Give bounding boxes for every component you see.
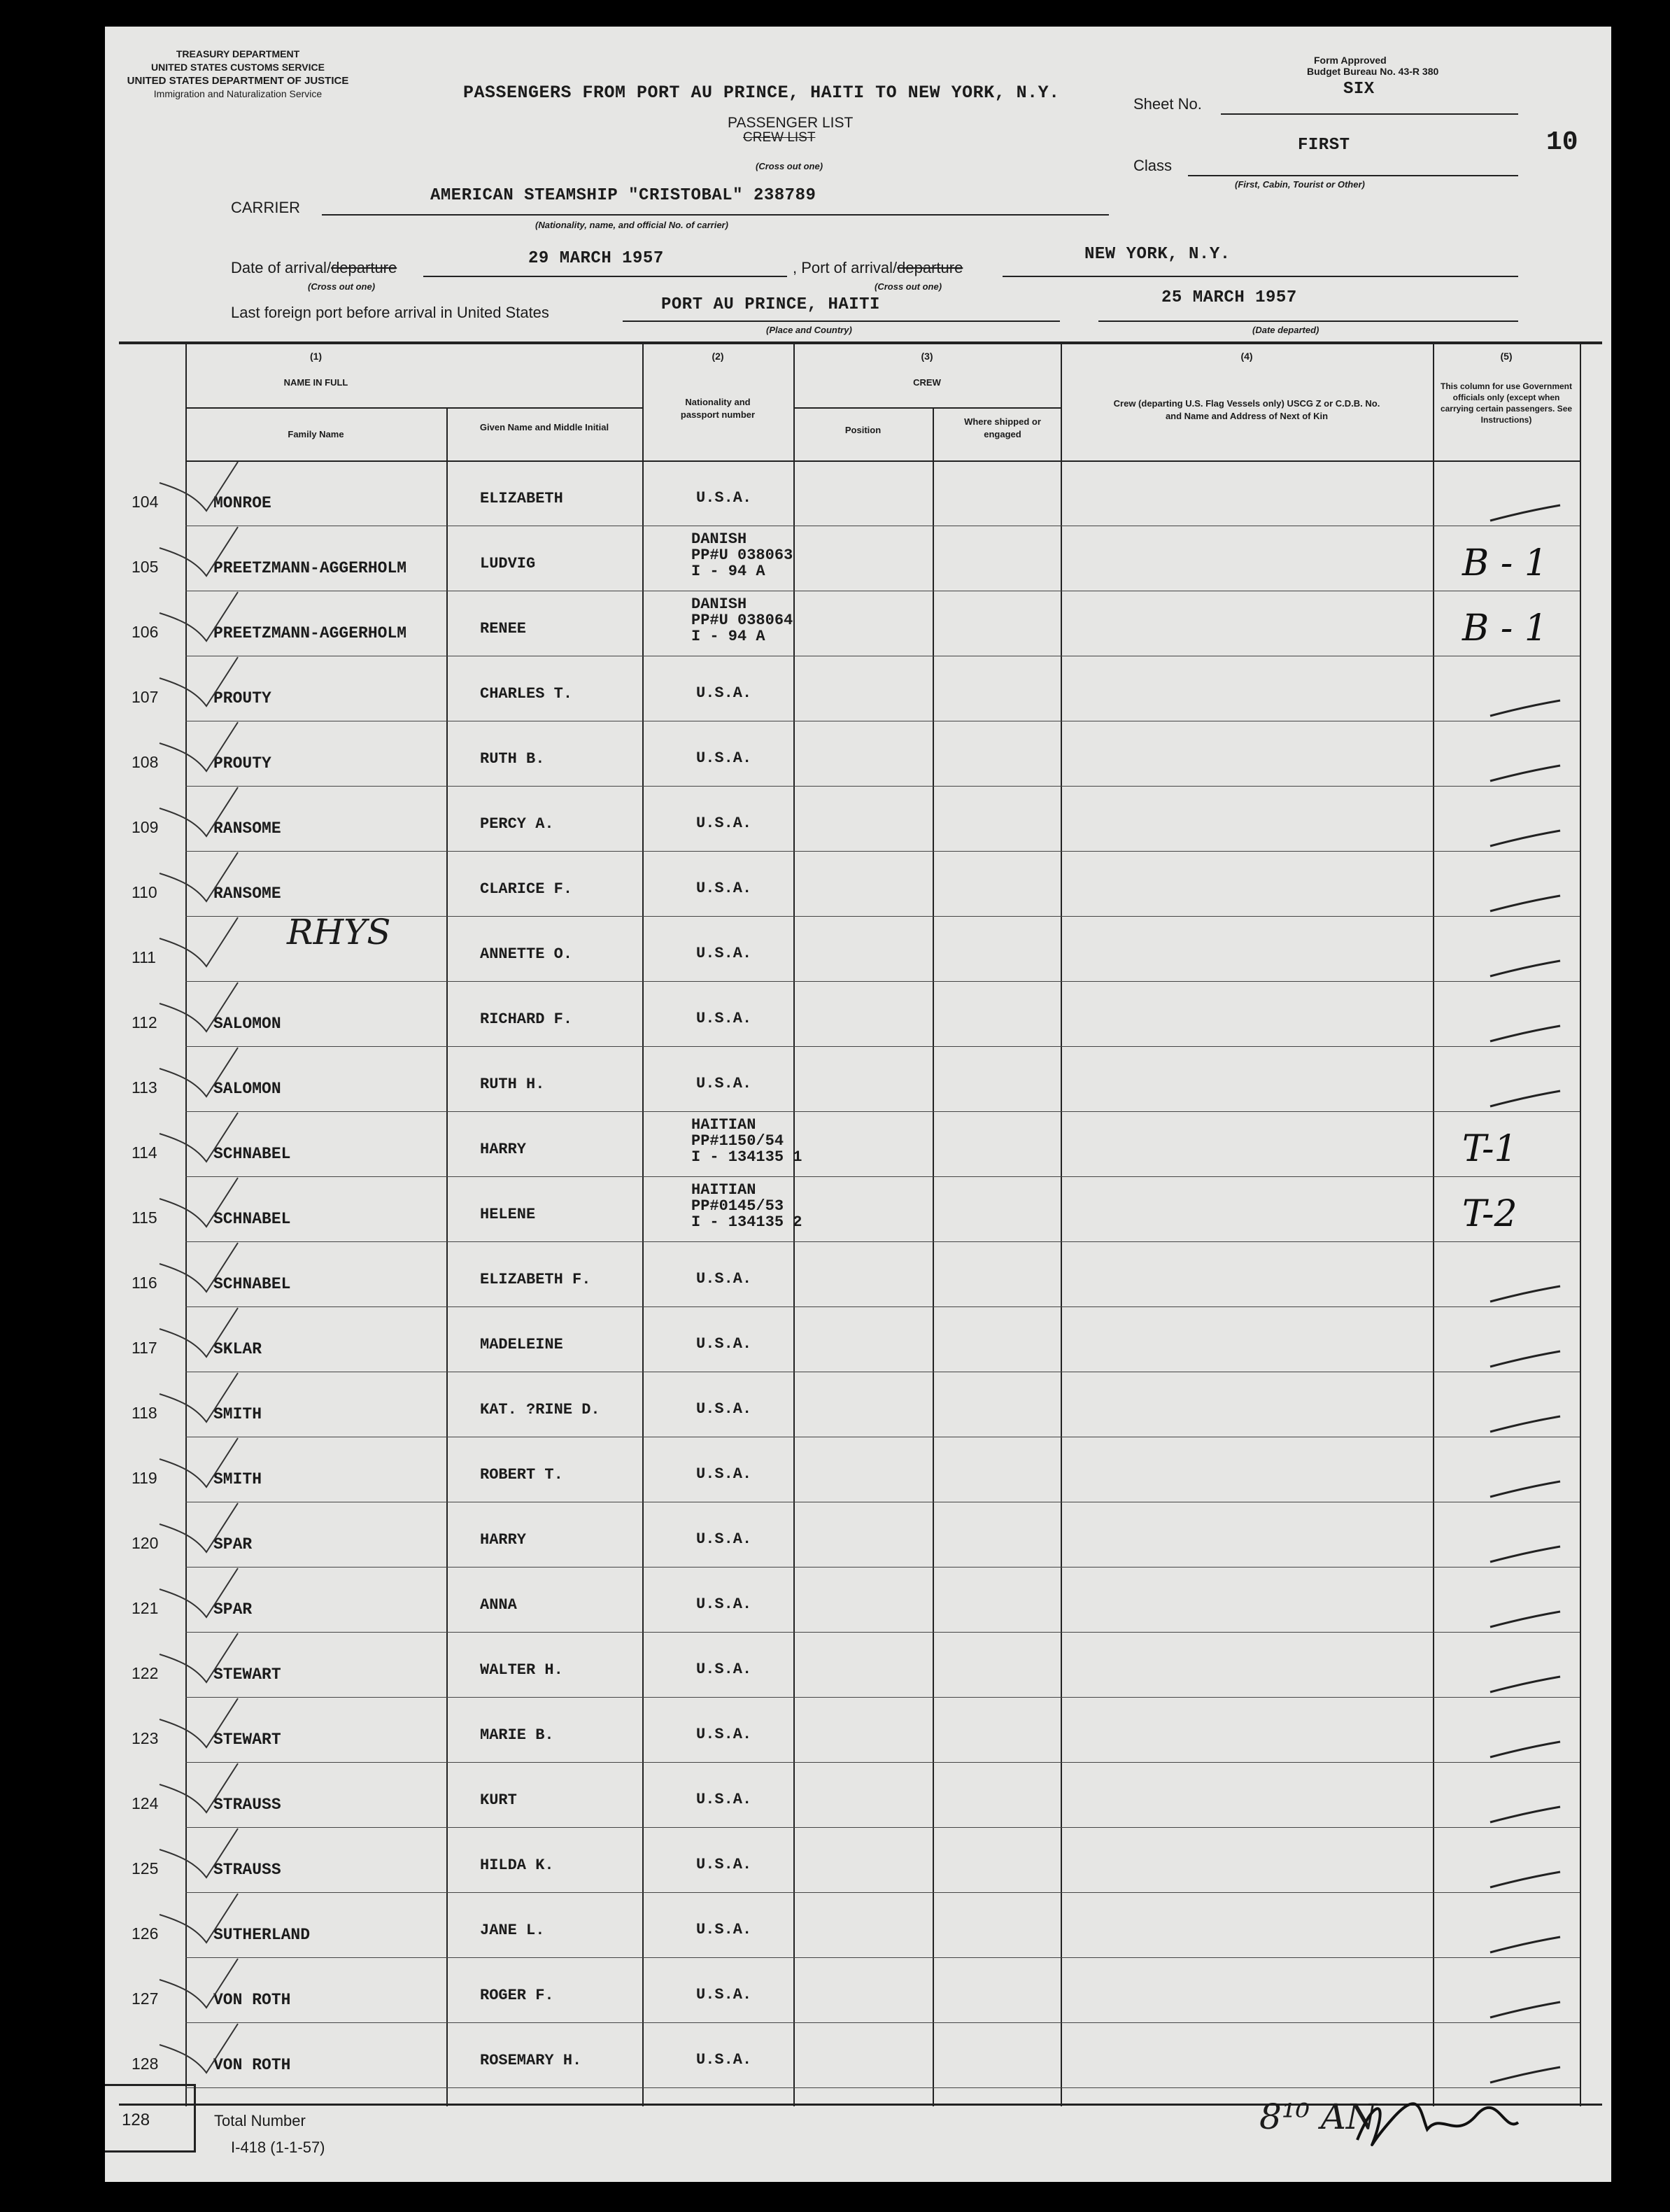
agency-line: UNITED STATES DEPARTMENT OF JUSTICE	[127, 75, 349, 87]
row-number: 119	[132, 1469, 157, 1487]
agency-block	[105, 48, 371, 101]
row-check-stroke	[154, 455, 252, 518]
total-box	[105, 2084, 196, 2153]
given-name: ROBERT T.	[480, 1466, 563, 1484]
date-value: 29 MARCH 1957	[528, 249, 664, 268]
signature-scrawl	[1343, 2091, 1525, 2154]
class-line	[1188, 175, 1518, 176]
list-type: PASSENGER LIST	[728, 115, 854, 131]
family-name: STEWART	[213, 1731, 281, 1749]
carrier-hint: (Nationality, name, and official No. of carrier)	[535, 220, 728, 230]
given-name: RUTH H.	[480, 1076, 545, 1093]
subheader-rule-3	[793, 407, 1061, 409]
nationality-passport: U.S.A.	[696, 1465, 752, 1483]
list-type-alt: CREW LIST	[743, 130, 816, 145]
table-row	[105, 1373, 1611, 1438]
class-hint: (First, Cabin, Tourist or Other)	[1235, 179, 1365, 190]
total-label: Total Number	[214, 2112, 306, 2129]
col3-title: CREW	[913, 377, 941, 388]
table-row	[105, 1633, 1611, 1698]
nationality-passport: U.S.A.	[696, 1661, 752, 1678]
nationality-passport: U.S.A.	[696, 1595, 752, 1613]
nationality-passport: U.S.A.	[696, 1986, 752, 2003]
last-port-label: Last foreign port before arrival in United States	[231, 304, 549, 321]
given-name: RUTH B.	[480, 750, 545, 768]
row-check-stroke	[154, 1041, 252, 1104]
row-check-stroke	[154, 1301, 252, 1364]
row-number: 111	[132, 948, 156, 966]
col5-title: This column for use Government officials only (except when carrying certain passengers. See Instructions)	[1440, 381, 1573, 425]
given-name: CLARICE F.	[480, 880, 573, 898]
check-dash-icon	[1487, 763, 1564, 784]
check-dash-icon	[1487, 2064, 1564, 2085]
table-row	[105, 1698, 1611, 1763]
row-rule	[185, 1241, 1580, 1242]
col5-number: (5)	[1500, 351, 1513, 362]
family-name: PROUTY	[213, 754, 271, 773]
col1-title: NAME IN FULL	[283, 377, 348, 388]
given-name-heading: Given Name and Middle Initial	[479, 422, 609, 432]
sheet-line	[1221, 113, 1518, 115]
date-label	[231, 259, 397, 277]
port-label-departure: departure	[897, 259, 963, 276]
nationality-passport: U.S.A.	[696, 749, 752, 767]
row-rule	[185, 1176, 1580, 1177]
page-number: 10	[1546, 127, 1578, 157]
row-number: 122	[132, 1664, 159, 1682]
family-name: SUTHERLAND	[213, 1926, 311, 1944]
total-value: 128	[122, 2111, 150, 2129]
given-name: HELENE	[480, 1206, 536, 1223]
col4-title: Crew (departing U.S. Flag Vessels only) USCG Z or C.D.B. No. and Name and Address of Next of Kin	[1113, 398, 1380, 421]
nationality-passport: U.S.A.	[696, 489, 752, 507]
row-check-stroke	[154, 1496, 252, 1559]
check-dash-icon	[1487, 502, 1564, 523]
row-check-stroke	[154, 1626, 252, 1689]
carrier-value: AMERICAN STEAMSHIP "CRISTOBAL" 238789	[430, 186, 816, 205]
family-name: VON ROTH	[213, 2056, 291, 2074]
nationality-passport: DANISH PP#U 038064 I - 94 A	[691, 596, 793, 645]
cross-out-note-2: (Cross out one)	[308, 281, 376, 292]
nationality-passport: U.S.A.	[696, 945, 752, 962]
official-mark: T-2	[1462, 1193, 1517, 1235]
check-dash-icon	[1487, 1088, 1564, 1109]
nationality-passport: U.S.A.	[696, 1400, 752, 1418]
check-dash-icon	[1487, 1348, 1564, 1369]
table-row	[105, 1503, 1611, 1568]
table-row	[105, 1959, 1611, 2024]
family-name: PREETZMANN-AGGERHOLM	[213, 559, 407, 577]
row-rule	[185, 1827, 1580, 1828]
cross-out-note-3: (Cross out one)	[875, 281, 942, 292]
table-row	[105, 1308, 1611, 1373]
row-number: 113	[132, 1078, 157, 1097]
nationality-passport: U.S.A.	[696, 684, 752, 702]
check-dash-icon	[1487, 1544, 1564, 1565]
sheet-label: Sheet No.	[1133, 95, 1202, 113]
given-name: HARRY	[480, 1141, 527, 1158]
port-label	[793, 259, 963, 277]
carrier-line	[322, 214, 1109, 216]
check-dash-icon	[1487, 1674, 1564, 1695]
nationality-passport: U.S.A.	[696, 1075, 752, 1092]
family-name: RHYS	[287, 912, 391, 952]
row-check-stroke	[154, 650, 252, 713]
nationality-passport: U.S.A.	[696, 1530, 752, 1548]
check-dash-icon	[1487, 1023, 1564, 1044]
table-row	[105, 1048, 1611, 1113]
given-name: ANNETTE O.	[480, 945, 573, 963]
family-name: SCHNABEL	[213, 1145, 291, 1163]
row-check-stroke	[154, 1236, 252, 1299]
given-name: ANNA	[480, 1596, 517, 1614]
budget-bureau: Budget Bureau No. 43-R 380	[1307, 66, 1439, 77]
row-check-stroke	[154, 1171, 252, 1234]
manifest-sheet	[105, 27, 1611, 2182]
row-number: 105	[132, 558, 159, 576]
nationality-passport: U.S.A.	[696, 880, 752, 897]
family-name: RANSOME	[213, 885, 281, 903]
row-check-stroke	[154, 780, 252, 843]
row-number: 108	[132, 753, 159, 771]
departed-hint: (Date departed)	[1252, 325, 1319, 335]
form-number: I-418 (1-1-57)	[231, 2139, 325, 2156]
col1-number: (1)	[309, 351, 323, 362]
nationality-passport: U.S.A.	[696, 1791, 752, 1808]
table-row	[105, 1568, 1611, 1633]
position-heading: Position	[844, 425, 882, 435]
nationality-passport: U.S.A.	[696, 2051, 752, 2069]
official-mark: T-1	[1462, 1128, 1517, 1170]
given-name: WALTER H.	[480, 1661, 563, 1679]
family-name: STRAUSS	[213, 1796, 281, 1814]
row-check-stroke	[154, 1691, 252, 1754]
sheet-no: SIX	[1343, 80, 1375, 99]
given-name: KAT. ?RINE D.	[480, 1401, 600, 1418]
form-approved: Form Approved	[1314, 55, 1387, 66]
row-check-stroke	[154, 1952, 252, 2015]
official-mark: B - 1	[1462, 607, 1548, 649]
row-check-stroke	[154, 520, 252, 583]
given-name: LUDVIG	[480, 555, 536, 572]
row-rule	[185, 1632, 1580, 1633]
family-name-heading: Family Name	[288, 429, 344, 439]
check-dash-icon	[1487, 893, 1564, 914]
subheader-rule-1	[185, 407, 642, 409]
row-number: 114	[132, 1143, 157, 1162]
row-number: 124	[132, 1794, 159, 1812]
row-number: 115	[132, 1209, 157, 1227]
check-dash-icon	[1487, 698, 1564, 719]
table-row	[105, 1894, 1611, 1959]
row-rule	[185, 851, 1580, 852]
check-dash-icon	[1487, 1999, 1564, 2020]
class-label: Class	[1133, 157, 1173, 174]
nationality-passport: HAITIAN PP#0145/53 I - 134135 2	[691, 1181, 802, 1231]
given-name: HILDA K.	[480, 1857, 554, 1874]
table-row	[105, 912, 1611, 982]
table-row	[105, 657, 1611, 722]
check-dash-icon	[1487, 1869, 1564, 1890]
check-dash-icon	[1487, 828, 1564, 849]
row-number: 107	[132, 688, 159, 706]
row-check-stroke	[154, 910, 252, 973]
family-name: SCHNABEL	[213, 1275, 291, 1293]
departed-line	[1098, 320, 1518, 322]
row-check-stroke	[154, 1106, 252, 1169]
date-line	[423, 276, 787, 277]
row-rule	[185, 916, 1580, 917]
row-number: 125	[132, 1859, 159, 1878]
last-port-line	[623, 320, 1060, 322]
last-port-hint: (Place and Country)	[766, 325, 852, 335]
row-rule	[185, 1046, 1580, 1047]
col2-number: (2)	[712, 351, 724, 362]
agency-line: UNITED STATES CUSTOMS SERVICE	[151, 62, 325, 73]
family-name: VON ROTH	[213, 1991, 291, 2009]
row-number: 121	[132, 1599, 159, 1617]
row-rule	[185, 1762, 1580, 1763]
nationality-passport: U.S.A.	[696, 1270, 752, 1288]
row-check-stroke	[154, 1561, 252, 1624]
cross-out-note: (Cross out one)	[756, 161, 823, 171]
nationality-passport: U.S.A.	[696, 1335, 752, 1353]
port-label-arrival: , Port of arrival/	[793, 259, 898, 276]
row-check-stroke	[154, 585, 252, 648]
given-name: CHARLES T.	[480, 685, 573, 703]
given-name: PERCY A.	[480, 815, 554, 833]
table-row	[105, 2024, 1611, 2089]
check-dash-icon	[1487, 1934, 1564, 1955]
row-number: 106	[132, 623, 159, 641]
nationality-passport: U.S.A.	[696, 1856, 752, 1873]
row-number: 120	[132, 1534, 159, 1552]
family-name: SKLAR	[213, 1340, 262, 1358]
row-rule	[185, 1111, 1580, 1112]
row-rule	[185, 1892, 1580, 1893]
family-name: SMITH	[213, 1405, 262, 1423]
table-row	[105, 722, 1611, 787]
row-check-stroke	[154, 1756, 252, 1819]
shipped-heading: Where shipped or engaged	[964, 416, 1041, 439]
family-name: SCHNABEL	[213, 1210, 291, 1228]
port-value: NEW YORK, N.Y.	[1084, 245, 1231, 264]
check-dash-icon	[1487, 1283, 1564, 1304]
carrier-label: CARRIER	[231, 199, 301, 216]
family-name: RANSOME	[213, 819, 281, 838]
row-check-stroke	[154, 845, 252, 908]
nationality-passport: U.S.A.	[696, 1010, 752, 1027]
check-dash-icon	[1487, 1739, 1564, 1760]
nationality-passport: U.S.A.	[696, 815, 752, 832]
table-row	[105, 1829, 1611, 1894]
nationality-passport: U.S.A.	[696, 1921, 752, 1938]
class-value: FIRST	[1298, 136, 1350, 155]
family-name: SPAR	[213, 1535, 253, 1554]
row-check-stroke	[154, 975, 252, 1038]
table-row	[105, 982, 1611, 1048]
family-name: PREETZMANN-AGGERHOLM	[213, 624, 407, 642]
row-number: 118	[132, 1404, 157, 1422]
row-check-stroke	[154, 2017, 252, 2080]
family-name: SPAR	[213, 1600, 253, 1619]
family-name: SALOMON	[213, 1080, 281, 1098]
given-name: ROGER F.	[480, 1987, 554, 2004]
row-rule	[185, 2087, 1580, 2088]
family-name: SALOMON	[213, 1015, 281, 1033]
row-number: 126	[132, 1924, 159, 1943]
table-row	[105, 527, 1611, 592]
given-name: KURT	[480, 1791, 517, 1809]
row-check-stroke	[154, 1822, 252, 1885]
row-number: 127	[132, 1989, 159, 2008]
given-name: ELIZABETH F.	[480, 1271, 591, 1288]
nationality-passport: HAITIAN PP#1150/54 I - 134135 1	[691, 1116, 802, 1166]
departed-value: 25 MARCH 1957	[1161, 288, 1297, 307]
check-dash-icon	[1487, 1609, 1564, 1630]
row-check-stroke	[154, 1431, 252, 1494]
check-dash-icon	[1487, 1479, 1564, 1500]
row-check-stroke	[154, 1366, 252, 1429]
table-row	[105, 1178, 1611, 1243]
given-name: ELIZABETH	[480, 490, 563, 507]
agency-line: TREASURY DEPARTMENT	[176, 48, 300, 59]
table-row	[105, 787, 1611, 852]
row-rule	[185, 1306, 1580, 1307]
family-name: SMITH	[213, 1470, 262, 1488]
row-check-stroke	[154, 715, 252, 778]
row-number: 117	[132, 1339, 157, 1357]
given-name: HARRY	[480, 1531, 527, 1549]
route-title: PASSENGERS FROM PORT AU PRINCE, HAITI TO NEW YORK, N.Y.	[463, 83, 1060, 103]
port-line	[1003, 276, 1518, 277]
family-name: STRAUSS	[213, 1861, 281, 1879]
given-name: MARIE B.	[480, 1726, 554, 1744]
row-number: 109	[132, 818, 159, 836]
check-dash-icon	[1487, 958, 1564, 979]
nationality-passport: DANISH PP#U 038063 I - 94 A	[691, 530, 793, 580]
check-dash-icon	[1487, 1414, 1564, 1435]
table-row	[105, 1438, 1611, 1503]
agency-line: Immigration and Naturalization Service	[153, 88, 323, 99]
table-row	[105, 1763, 1611, 1829]
row-number: 116	[132, 1274, 157, 1292]
date-label-departure: departure	[331, 259, 397, 276]
row-rule	[185, 1697, 1580, 1698]
family-name: MONROE	[213, 494, 271, 512]
row-number: 110	[132, 883, 157, 901]
given-name: JANE L.	[480, 1922, 545, 1939]
given-name: ROSEMARY H.	[480, 2052, 582, 2069]
row-number: 104	[132, 493, 159, 511]
table-top-rule	[119, 341, 1602, 344]
table-row	[105, 1243, 1611, 1308]
given-name: MADELEINE	[480, 1336, 563, 1353]
row-rule	[185, 1567, 1580, 1568]
family-name: PROUTY	[213, 689, 271, 707]
row-number: 128	[132, 2055, 159, 2073]
row-rule	[185, 1957, 1580, 1958]
row-check-stroke	[154, 1887, 252, 1950]
row-rule	[185, 2022, 1580, 2023]
family-name: STEWART	[213, 1665, 281, 1684]
row-number: 123	[132, 1729, 159, 1747]
last-port-value: PORT AU PRINCE, HAITI	[661, 295, 880, 314]
col4-number: (4)	[1240, 351, 1253, 362]
table-row	[105, 462, 1611, 527]
row-rule	[185, 981, 1580, 982]
row-number: 112	[132, 1013, 157, 1031]
table-row	[105, 1113, 1611, 1178]
official-mark: B - 1	[1462, 542, 1548, 584]
col2-title: Nationality and passport number	[680, 397, 756, 420]
given-name: RENEE	[480, 620, 527, 637]
given-name: RICHARD F.	[480, 1010, 573, 1028]
date-label-arrival: Date of arrival/	[231, 259, 332, 276]
table-row	[105, 592, 1611, 657]
check-dash-icon	[1487, 1804, 1564, 1825]
row-rule	[185, 786, 1580, 787]
signature-note: 8¹⁰ AN	[1259, 2097, 1377, 2137]
table-row	[105, 852, 1611, 917]
col3-number: (3)	[921, 351, 933, 362]
nationality-passport: U.S.A.	[696, 1726, 752, 1743]
